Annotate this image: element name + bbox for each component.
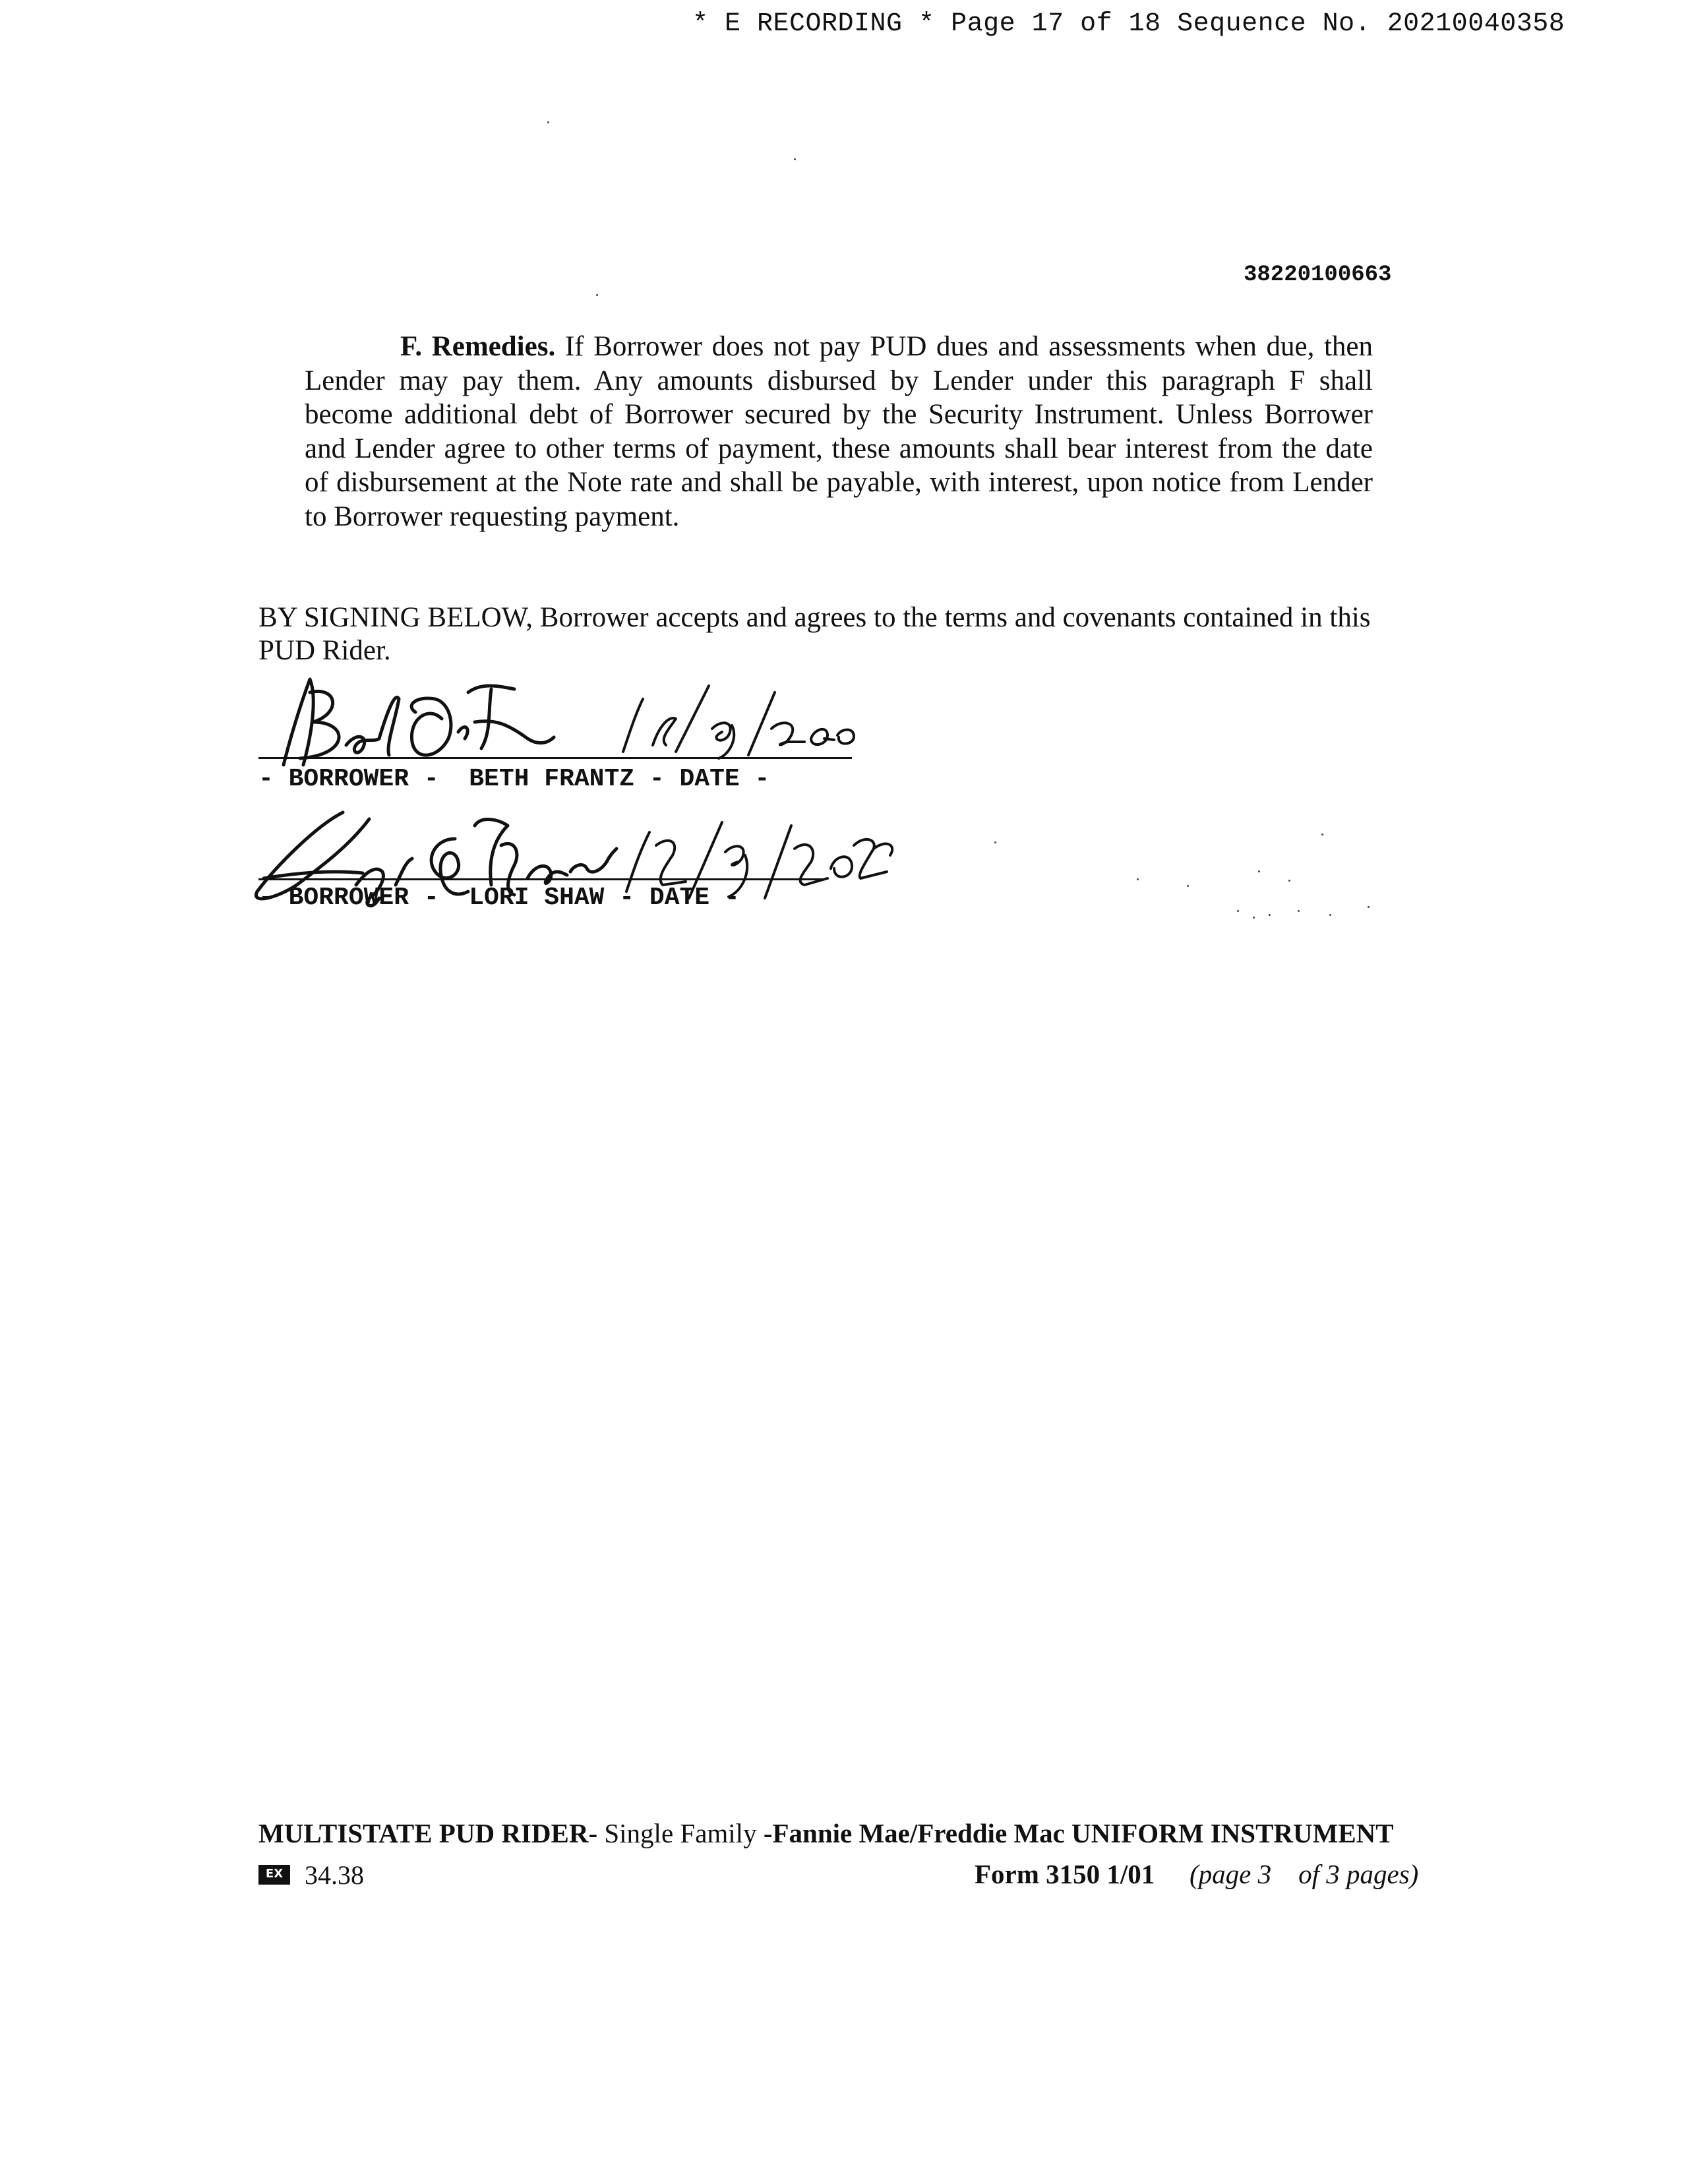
scan-speck <box>1137 878 1139 880</box>
signature-caption-lori-shaw: - BORROWER - LORI SHAW - DATE - <box>258 884 740 912</box>
scan-speck <box>794 158 796 160</box>
scan-speck <box>1329 914 1331 916</box>
form-title <box>258 1817 1394 1849</box>
scan-speck <box>1187 885 1189 887</box>
remedies-text: If Borrower does not pay PUD dues and assessments when due, then Lender may pay them. Any amounts disbursed by Lender under this paragraph F shall become additional debt of Borrower secured by the Security Instrument. Unless Borrower and Lender agree to other terms of payment, these amounts shall bear interest from the date of disbursement at the Note rate and shall be payable, with interest, upon notice from Lender to Borrower requesting payment. <box>305 331 1373 532</box>
scan-speck <box>596 294 598 296</box>
page-of-pages: (page 3 of 3 pages) <box>1190 1859 1419 1889</box>
scan-speck <box>1269 914 1271 916</box>
loan-number: 38220100663 <box>1244 262 1392 288</box>
scan-speck <box>994 841 996 843</box>
remedies-heading: F. Remedies. <box>400 331 556 362</box>
scan-speck <box>1237 910 1239 912</box>
scan-speck <box>1321 834 1323 835</box>
scan-speck <box>1298 910 1300 912</box>
signature-line <box>258 878 826 880</box>
scan-speck <box>547 121 549 123</box>
signing-statement: BY SIGNING BELOW, Borrower accepts and agrees to the terms and covenants contained in this PUD Rider. <box>258 602 1371 666</box>
scan-speck <box>1288 880 1290 882</box>
form-title-part: -Fannie Mae/Freddie Mac UNIFORM INSTRUMENT <box>763 1818 1394 1848</box>
form-title-part: MULTISTATE PUD RIDER- <box>258 1818 598 1848</box>
recording-header: * E RECORDING * Page 17 of 18 Sequence No. 20210040358 <box>692 9 1565 39</box>
form-code: 34.38 <box>305 1860 364 1890</box>
form-code-icon: EX <box>258 1865 290 1885</box>
remedies-paragraph <box>305 330 1373 533</box>
form-title-part: Single Family <box>597 1818 764 1848</box>
scan-speck <box>1253 917 1255 919</box>
form-number: Form 3150 1/01 <box>975 1859 1155 1889</box>
signature-caption-beth-frantz: - BORROWER - BETH FRANTZ - DATE - <box>258 765 770 793</box>
scan-speck <box>1368 906 1370 908</box>
signature-line <box>258 757 852 759</box>
scan-speck <box>1258 870 1260 872</box>
